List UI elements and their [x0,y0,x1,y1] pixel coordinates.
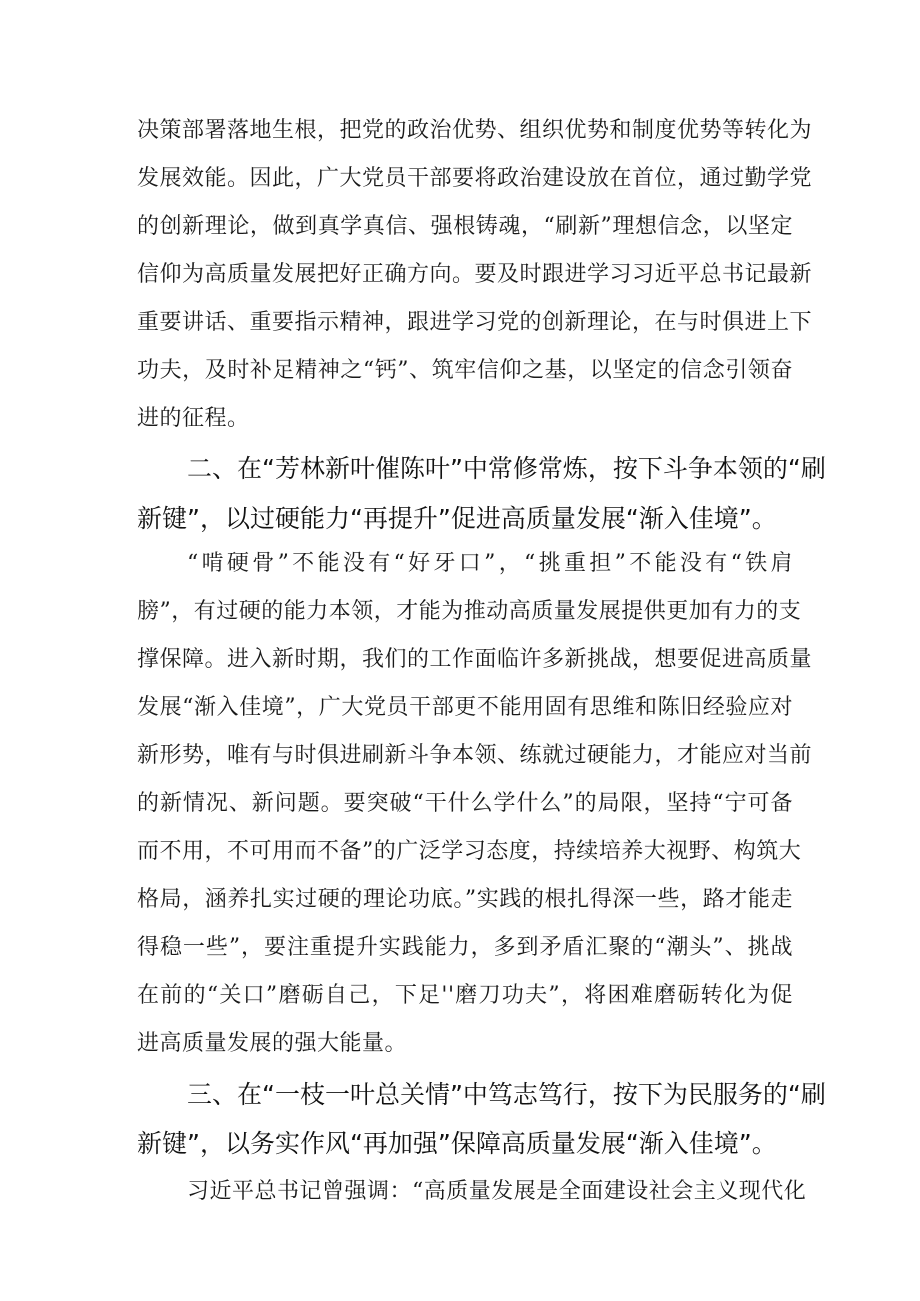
body-text-line: 得稳一些”，要注重提升实践能力，多到矛盾汇聚的“潮头”、挑战 [137,935,793,960]
body-text-line: 的创新理论，做到真学真信、强根铸魂，“刷新”理想信念，以坚定 [137,214,793,239]
body-text-line: 格局，涵养扎实过硬的理论功底。”实践的根扎得深一些，路才能走 [137,887,793,912]
body-text-line: 在前的“关口”磨砺自己，下足''磨刀功夫”，将困难磨砺转化为促 [137,983,793,1008]
section-heading: 新键”，以务实作风“再加强”保障高质量发展“渐入佳境”。 [137,1129,777,1158]
section-heading: 二、在“芳林新叶催陈叶”中常修常炼，按下斗争本领的“刷 [187,454,826,483]
body-text-line: 发展“渐入佳境”，广大党员干部更不能用固有思维和陈旧经验应对 [137,695,793,720]
section-heading: 三、在“一枝一叶总关情”中笃志笃行，按下为民服务的“刷 [187,1080,826,1109]
body-text-line: 发展效能。因此，广大党员干部要将政治建设放在首位，通过勤学党 [137,166,813,191]
body-text-line: 膀”，有过硬的能力本领，才能为推动高质量发展提供更加有力的支 [137,599,802,624]
body-text-line: 决策部署落地生根，把党的政治优势、组织优势和制度优势等转化为 [137,118,813,143]
body-text-line: 信仰为高质量发展把好正确方向。要及时跟进学习习近平总书记最新 [137,262,813,287]
body-text-line: 的新情况、新问题。要突破“干什么学什么”的局限，坚持“宁可备 [137,791,793,816]
body-text-line: 重要讲话、重要指示精神，跟进学习党的创新理论，在与时俱进上下 [137,310,813,335]
section-heading: 新键”，以过硬能力“再提升”促进高质量发展“渐入佳境”。 [137,504,777,533]
body-text-line: 新形势，唯有与时俱进刷新斗争本领、练就过硬能力，才能应对当前 [137,743,813,768]
body-text-line: 而不用，不可用而不备”的广泛学习态度，持续培养大视野、构筑大 [137,839,802,864]
body-text-line: 进的征程。 [137,406,250,431]
body-text-line: 功夫，及时补足精神之“钙”、筑牢信仰之基，以坚定的信念引领奋 [137,358,793,383]
body-text-line: “啃硬骨”不能没有“好牙口”，“挑重担”不能没有“铁肩 [187,551,793,576]
body-text-line: 撑保障。进入新时期，我们的工作面临许多新挑战，想要促进高质量 [137,647,813,672]
body-text-line: 进高质量发展的强大能量。 [137,1031,408,1056]
body-text-line: 习近平总书记曾强调：“高质量发展是全面建设社会主义现代化 [187,1179,807,1204]
